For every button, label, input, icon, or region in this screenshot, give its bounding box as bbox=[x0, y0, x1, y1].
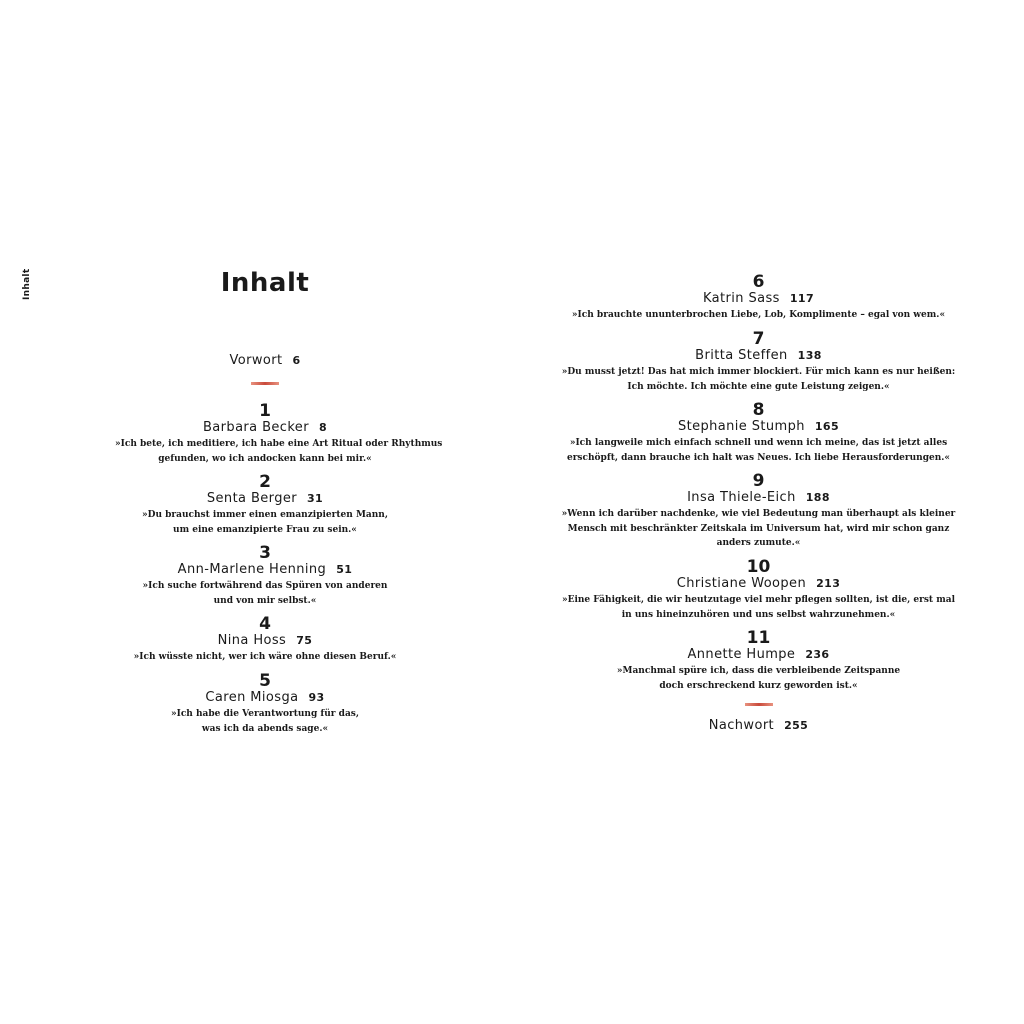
toc-entry-chapter-1[interactable] bbox=[115, 401, 443, 466]
chapter-quote: »Ich suche fortwährend das Spüren von anderen und von mir selbst.« bbox=[142, 581, 388, 606]
chapter-name: Senta Berger bbox=[206, 491, 297, 506]
chapter-name: Annette Humpe bbox=[687, 647, 796, 662]
toc-entry-chapter-10[interactable] bbox=[560, 558, 957, 622]
page-number: 138 bbox=[797, 349, 822, 362]
toc-entry-nachwort[interactable] bbox=[560, 718, 957, 734]
entry-label: Nachwort bbox=[708, 718, 775, 733]
page-number: 8 bbox=[318, 421, 328, 434]
chapter-name: Stephanie Stumph bbox=[677, 419, 805, 434]
chapter-quote: »Ich brauchte ununterbrochen Liebe, Lob, Komplimente – egal von wem.« bbox=[571, 310, 946, 320]
chapter-number: 3 bbox=[259, 543, 271, 563]
toc-entry-chapter-2[interactable] bbox=[115, 473, 415, 537]
toc-entry-chapter-6[interactable] bbox=[560, 273, 957, 323]
accent-divider bbox=[745, 703, 773, 706]
chapter-name: Caren Miosga bbox=[205, 690, 299, 705]
page-number: 6 bbox=[292, 354, 301, 367]
page-number: 213 bbox=[816, 577, 841, 590]
chapter-quote: »Du brauchst immer einen emanzipierten Mann, um eine emanzipierte Frau zu sein.« bbox=[142, 510, 388, 535]
toc-entry-chapter-4[interactable] bbox=[115, 615, 415, 665]
page-number: 75 bbox=[296, 634, 313, 647]
chapter-quote: »Wenn ich darüber nachdenke, wie viel Bedeutung man überhaupt als kleiner Mensch mit beschränkter Zeitskala im Universum hat, wird mir schon ganz anders zumute.« bbox=[561, 509, 956, 548]
toc-entry-chapter-9[interactable] bbox=[560, 472, 957, 551]
page-number: 51 bbox=[336, 563, 353, 576]
accent-divider bbox=[251, 382, 279, 385]
chapter-number: 6 bbox=[752, 272, 765, 292]
chapter-number: 1 bbox=[259, 401, 271, 421]
chapter-number: 8 bbox=[752, 400, 765, 420]
chapter-quote: »Du musst jetzt! Das hat mich immer blockiert. Für mich kann es nur heißen: Ich möchte. Ich möchte eine gute Leistung zeigen.« bbox=[561, 367, 956, 392]
chapter-quote: »Ich langweile mich einfach schnell und wenn ich meine, das ist jetzt alles erschöpft, dann brauche ich halt was Neues. Ich liebe Herausforderungen.« bbox=[566, 438, 951, 463]
toc-entry-chapter-7[interactable] bbox=[560, 330, 957, 394]
entry-label: Vorwort bbox=[229, 353, 283, 368]
chapter-name: Barbara Becker bbox=[202, 420, 309, 435]
chapter-name: Christiane Woopen bbox=[676, 576, 807, 591]
chapter-quote: »Ich bete, ich meditiere, ich habe eine Art Ritual oder Rhythmus gefunden, wo ich andocken kann bei mir.« bbox=[115, 439, 443, 464]
page-number: 31 bbox=[307, 492, 324, 505]
chapter-number: 10 bbox=[746, 557, 771, 577]
page-number: 255 bbox=[784, 719, 809, 732]
chapter-number: 7 bbox=[752, 329, 765, 349]
chapter-quote: »Ich wüsste nicht, wer ich wäre ohne diesen Beruf.« bbox=[133, 652, 397, 662]
chapter-quote: »Eine Fähigkeit, die wir heutzutage viel mehr pflegen sollten, ist die, erst mal in uns hineinzuhören und uns selbst wahrzunehmen.« bbox=[561, 595, 955, 620]
page-number: 236 bbox=[805, 648, 830, 661]
chapter-name: Nina Hoss bbox=[217, 633, 287, 648]
page-number: 117 bbox=[789, 292, 815, 305]
chapter-quote: »Ich habe die Verantwortung für das, was ich da abends sage.« bbox=[170, 709, 360, 734]
toc-entry-vorwort[interactable] bbox=[115, 353, 415, 369]
chapter-number: 9 bbox=[752, 471, 765, 491]
chapter-quote: »Manchmal spüre ich, dass die verbleibende Zeitspanne doch erschreckend kurz geworden ist.« bbox=[616, 666, 901, 691]
chapter-name: Ann-Marlene Henning bbox=[177, 562, 327, 577]
page-number: 188 bbox=[805, 491, 830, 504]
page-number: 93 bbox=[308, 691, 325, 704]
page-number: 165 bbox=[814, 420, 840, 433]
chapter-number: 4 bbox=[259, 614, 271, 634]
toc-entry-chapter-3[interactable] bbox=[115, 544, 415, 608]
toc-entry-chapter-8[interactable] bbox=[560, 401, 957, 465]
chapter-number: 11 bbox=[746, 628, 771, 648]
chapter-name: Katrin Sass bbox=[702, 291, 780, 306]
page-title: Inhalt bbox=[220, 268, 310, 298]
chapter-number: 2 bbox=[259, 472, 271, 492]
toc-entry-chapter-11[interactable] bbox=[560, 629, 957, 693]
side-section-label: Inhalt bbox=[22, 268, 32, 300]
chapter-name: Insa Thiele-Eich bbox=[687, 490, 796, 505]
chapter-name: Britta Steffen bbox=[695, 348, 788, 363]
chapter-number: 5 bbox=[259, 671, 271, 691]
toc-entry-chapter-5[interactable] bbox=[115, 672, 415, 736]
